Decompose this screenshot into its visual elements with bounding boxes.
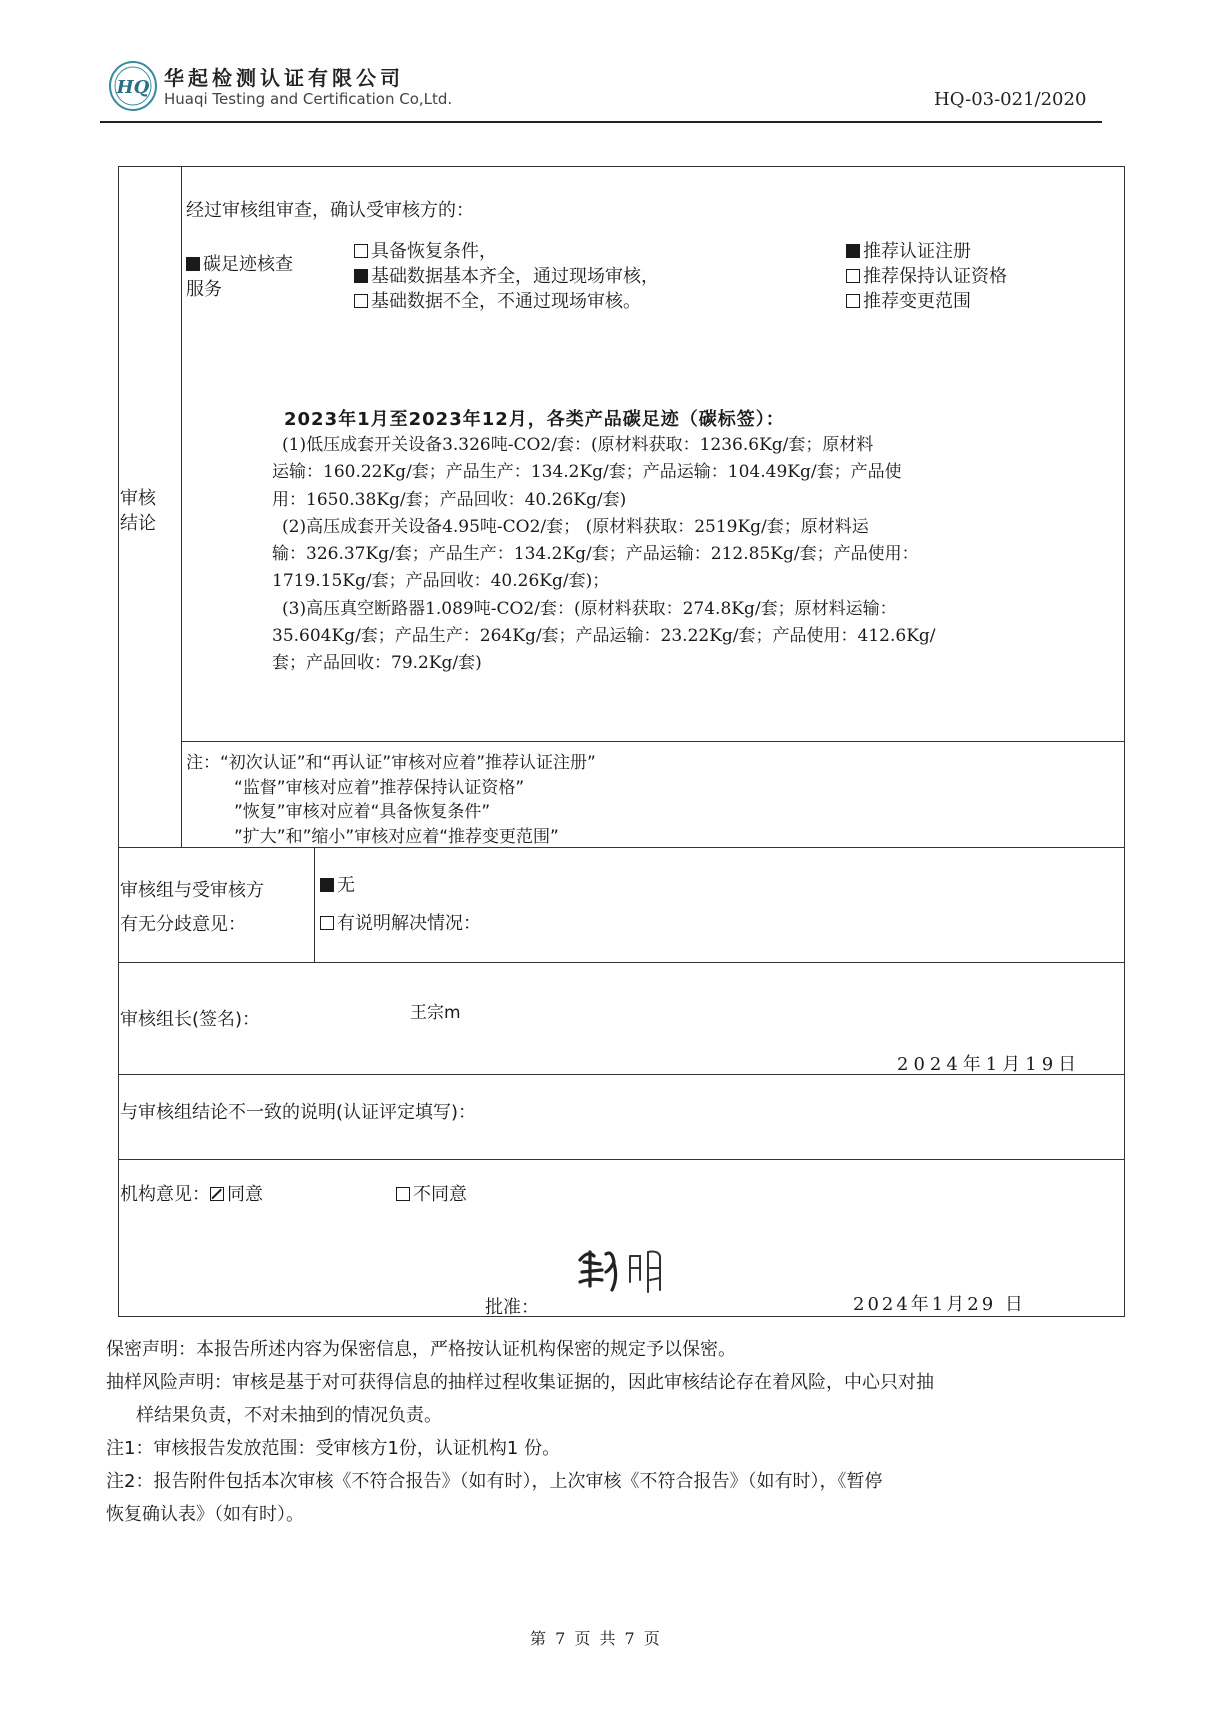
unchecked-box-icon xyxy=(846,269,860,283)
option-no-disagreement: 无 xyxy=(320,867,481,905)
footprint-line: (2)高压成套开关设备4.95吨-CO2/套； (原材料获取：2519Kg/套；原材料运 xyxy=(282,516,869,537)
checked-box-icon xyxy=(210,1187,224,1201)
option-data-incomplete: 基础数据不全，不通过现场审核。 xyxy=(354,289,659,314)
institution-opinion: 机构意见： 同意 xyxy=(120,1184,263,1205)
disagreement-label: 审核组与受审核方 有无分歧意见： xyxy=(120,880,264,935)
confidentiality-note: 保密声明：本报告所述内容为保密信息，严格按认证机构保密的规定予以保密。 xyxy=(106,1339,736,1360)
option-has-disagreement: 有说明解决情况： xyxy=(320,905,481,943)
disagreement-options xyxy=(320,867,481,943)
leader-signature: 王宗m xyxy=(410,1003,461,1023)
company-name-cn: 华起检测认证有限公司 xyxy=(164,66,404,90)
unchecked-box-icon xyxy=(354,244,368,258)
option-recommend-maintain: 推荐保持认证资格 xyxy=(846,264,1007,289)
leader-label: 审核组长(签名)： xyxy=(120,1009,261,1030)
unchecked-box-icon xyxy=(846,294,860,308)
checked-box-icon xyxy=(186,257,200,271)
sampling-risk-note: 抽样风险声明：审核是基于对可获得信息的抽样过程收集证据的，因此审核结论存在着风险，中心只对抽 xyxy=(106,1372,934,1393)
footprint-line: 用：1650.38Kg/套；产品回收：40.26Kg/套) xyxy=(272,489,627,510)
right-options xyxy=(846,239,1007,314)
footprint-line: (3)高压真空断路器1.089吨-CO2/套：(原材料获取：274.8Kg/套；原材料运输： xyxy=(282,598,897,619)
page-number: 第 7 页 共 7 页 xyxy=(530,1629,662,1648)
middle-options xyxy=(354,239,659,314)
unchecked-box-icon xyxy=(320,916,334,930)
approver-signature xyxy=(572,1242,676,1298)
conclusion-side-label: 审核 结论 xyxy=(120,488,156,534)
document-code: HQ-03-021/2020 xyxy=(934,89,1087,110)
approve-date: 2024年1月29 日 xyxy=(853,1294,1026,1315)
checked-box-icon xyxy=(846,244,860,258)
distribution-note: 注1：审核报告发放范围：受审核方1份，认证机构1 份。 xyxy=(106,1438,561,1459)
footprint-line: 1719.15Kg/套；产品回收：40.26Kg/套)； xyxy=(272,571,610,592)
footprint-line: 运输：160.22Kg/套；产品生产：134.2Kg/套；产品运输：104.49Kg/套；产品使 xyxy=(272,462,902,483)
checked-box-icon xyxy=(354,269,368,283)
logo-icon xyxy=(108,56,158,112)
attachment-note: 注2：报告附件包括本次审核《不符合报告》（如有时），上次审核《不符合报告》（如有时），《暂停 xyxy=(106,1471,883,1492)
option-data-complete: 基础数据基本齐全，通过现场审核， xyxy=(354,264,659,289)
inconsistent-label: 与审核组结论不一致的说明(认证评定填写)： xyxy=(120,1102,477,1123)
unchecked-box-icon xyxy=(396,1187,410,1201)
note-line: ”恢复”审核对应着“具备恢复条件” xyxy=(234,802,491,822)
sampling-risk-note-cont: 样结果负责，不对未抽到的情况负责。 xyxy=(136,1405,442,1426)
header-rule xyxy=(100,121,1102,123)
company-name-en: Huaqi Testing and Certification Co,Ltd. xyxy=(164,90,453,108)
institution-disagree: 不同意 xyxy=(396,1180,467,1206)
logo xyxy=(108,56,158,112)
note-line: “监督”审核对应着”推荐保持认证资格” xyxy=(234,777,525,798)
note-line: ”扩大”和”缩小”审核对应着“推荐变更范围” xyxy=(234,826,559,847)
service-type: 碳足迹核查 服务 xyxy=(186,254,293,300)
note-line: 注：“初次认证”和“再认证”审核对应着”推荐认证注册” xyxy=(186,753,596,773)
footprint-line: (1)低压成套开关设备3.326吨-CO2/套：(原材料获取：1236.6Kg/套；原材料 xyxy=(282,435,874,455)
leader-date: 2024年1月19日 xyxy=(897,1054,1082,1075)
svg-text:HQ: HQ xyxy=(116,77,150,98)
option-recommend-change: 推荐变更范围 xyxy=(846,289,1007,314)
footer-notes xyxy=(106,1333,934,1531)
approve-label: 批准： xyxy=(485,1297,539,1318)
footprint-title: 2023年1月至2023年12月，各类产品碳足迹（碳标签）： xyxy=(284,409,785,430)
footprint-line: 35.604Kg/套；产品生产：264Kg/套；产品运输：23.22Kg/套；产品使用：412.6Kg/ xyxy=(272,626,936,647)
checked-box-icon xyxy=(320,878,334,892)
option-recommend-registration: 推荐认证注册 xyxy=(846,239,1007,264)
conclusion-intro: 经过审核组审查，确认受审核方的： xyxy=(186,200,474,221)
footprint-line: 输：326.37Kg/套；产品生产：134.2Kg/套；产品运输：212.85Kg/套；产品使用： xyxy=(272,544,919,565)
mapping-notes xyxy=(186,751,596,849)
footprint-line: 套；产品回收：79.2Kg/套) xyxy=(272,653,482,674)
option-recovery: 具备恢复条件， xyxy=(354,239,659,264)
unchecked-box-icon xyxy=(354,294,368,308)
footprint-details xyxy=(272,432,936,678)
attachment-note-cont: 恢复确认表》（如有时）。 xyxy=(106,1504,304,1525)
